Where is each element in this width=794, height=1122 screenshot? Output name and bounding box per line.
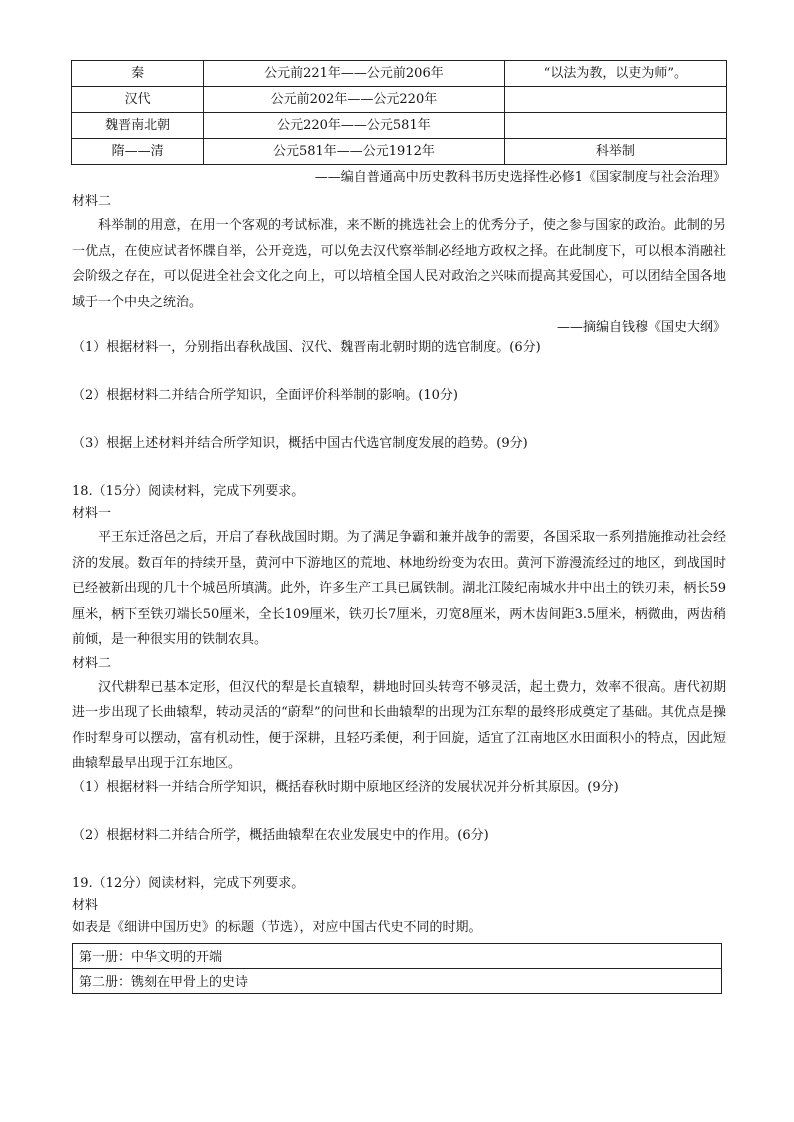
dynasty-cell: 魏晋南北朝 — [72, 113, 204, 139]
question-item: （2）根据材料二并结合所学知识，全面评价科举制的影响。(10分) — [72, 388, 458, 403]
dynasty-cell: 隋——清 — [72, 139, 204, 165]
material-text: 如表是《细讲中国历史》的标题（节选），对应中国古代史不同的时期。 — [72, 919, 482, 935]
system-cell: “以法为教，以吏为师”。 — [504, 61, 726, 87]
table-row — [72, 113, 727, 139]
question-heading: 18.（15分）阅读材料，完成下列要求。 — [72, 484, 305, 499]
era-selection-table — [71, 60, 727, 165]
system-cell — [504, 87, 726, 113]
book-title-cell: 第一册：中华文明的开端 — [73, 943, 722, 968]
material-text: 平王东迁洛邑之后，开启了春秋战国时期。为了满足争霸和兼并战争的需要，各国采取一系列措施推动社会经济的发展。数百年的持续开垦，黄河中下游地区的荒地、林地纷纷变为农田。黄河下游漫流经过的地区，到战国时已经被新出现的几十个城邑所填满。此外，许多生产工具已属铁制。湖北江陵纪南城水井中出土的铁刃耒，柄长59厘米，柄下至铁刃端长50厘米，全长109厘米，铁刃长7厘米，刃宽8厘米，两木齿间距3.5厘米，柄微曲，两齿稍前倾，是一种很实用的铁制农具。 — [72, 530, 726, 647]
material-label: 材料一 — [72, 506, 112, 521]
question-item: （2）根据材料二并结合所学，概括曲辕犁在农业发展史中的作用。(6分) — [72, 827, 489, 843]
table-row — [72, 139, 727, 165]
period-cell: 公元220年——公元581年 — [204, 113, 504, 139]
book-titles-table — [72, 943, 722, 994]
table-row — [72, 61, 727, 87]
table-row — [73, 968, 722, 993]
material-label: 材料二 — [72, 655, 112, 671]
system-cell: 科举制 — [504, 139, 726, 165]
table-row — [73, 943, 722, 968]
material-label: 材料二 — [72, 194, 112, 209]
period-cell: 公元前202年——公元220年 — [204, 87, 504, 113]
dynasty-cell: 汉代 — [72, 87, 204, 113]
question-item: （1）根据材料一并结合所学知识，概括春秋时期中原地区经济的发展状况并分析其原因。(9分) — [72, 779, 619, 795]
source-citation: ——编自普通高中历史教科书历史选择性必修1《国家制度与社会治理》 — [314, 170, 726, 185]
system-cell — [504, 113, 726, 139]
book-title-cell: 第二册：镌刻在甲骨上的史诗 — [73, 968, 722, 993]
table-row — [72, 87, 727, 113]
question-heading: 19.（12分）阅读材料，完成下列要求。 — [72, 875, 305, 891]
material-text: 汉代耕犁已基本定形，但汉代的犁是长直辕犁，耕地时回头转弯不够灵活，起土费力，效率不很高。唐代初期进一步出现了长曲辕犁，转动灵活的“蔚犁”的问世和长曲辕犁的出现为江东犁的最终形成奠定了基础。其优点是操作时犁身可以摆动，富有机动性，便于深耕，且轻巧柔便，利于回旋，适宜了江南地区水田面积小的特点，因此短曲辕犁最早出现于江东地区。 — [72, 679, 726, 771]
exam-page — [72, 60, 726, 994]
source-citation: ——摘编自钱穆《国史大纲》 — [556, 320, 726, 335]
material-text: 科举制的用意，在用一个客观的考试标准，来不断的挑选社会上的优秀分子，使之参与国家的政治。此制的另一优点，在使应试者怀牒自举，公开竞选，可以免去汉代察举制必经地方政权之择。在此制度下，可以根本消融社会阶级之存在，可以促进全社会文化之向上，可以培植全国人民对政治之兴味而提高其爱国心，可以团结全国各地域于一个中央之统治。 — [72, 218, 726, 310]
material-label: 材料 — [72, 897, 99, 913]
dynasty-cell: 秦 — [72, 61, 204, 87]
question-item: （1）根据材料一，分别指出春秋战国、汉代、魏晋南北朝时期的选官制度。(6分) — [72, 340, 541, 355]
period-cell: 公元前221年——公元前206年 — [204, 61, 504, 87]
period-cell: 公元581年——公元1912年 — [204, 139, 504, 165]
question-item: （3）根据上述材料并结合所学知识，概括中国古代选官制度发展的趋势。(9分) — [72, 436, 528, 451]
